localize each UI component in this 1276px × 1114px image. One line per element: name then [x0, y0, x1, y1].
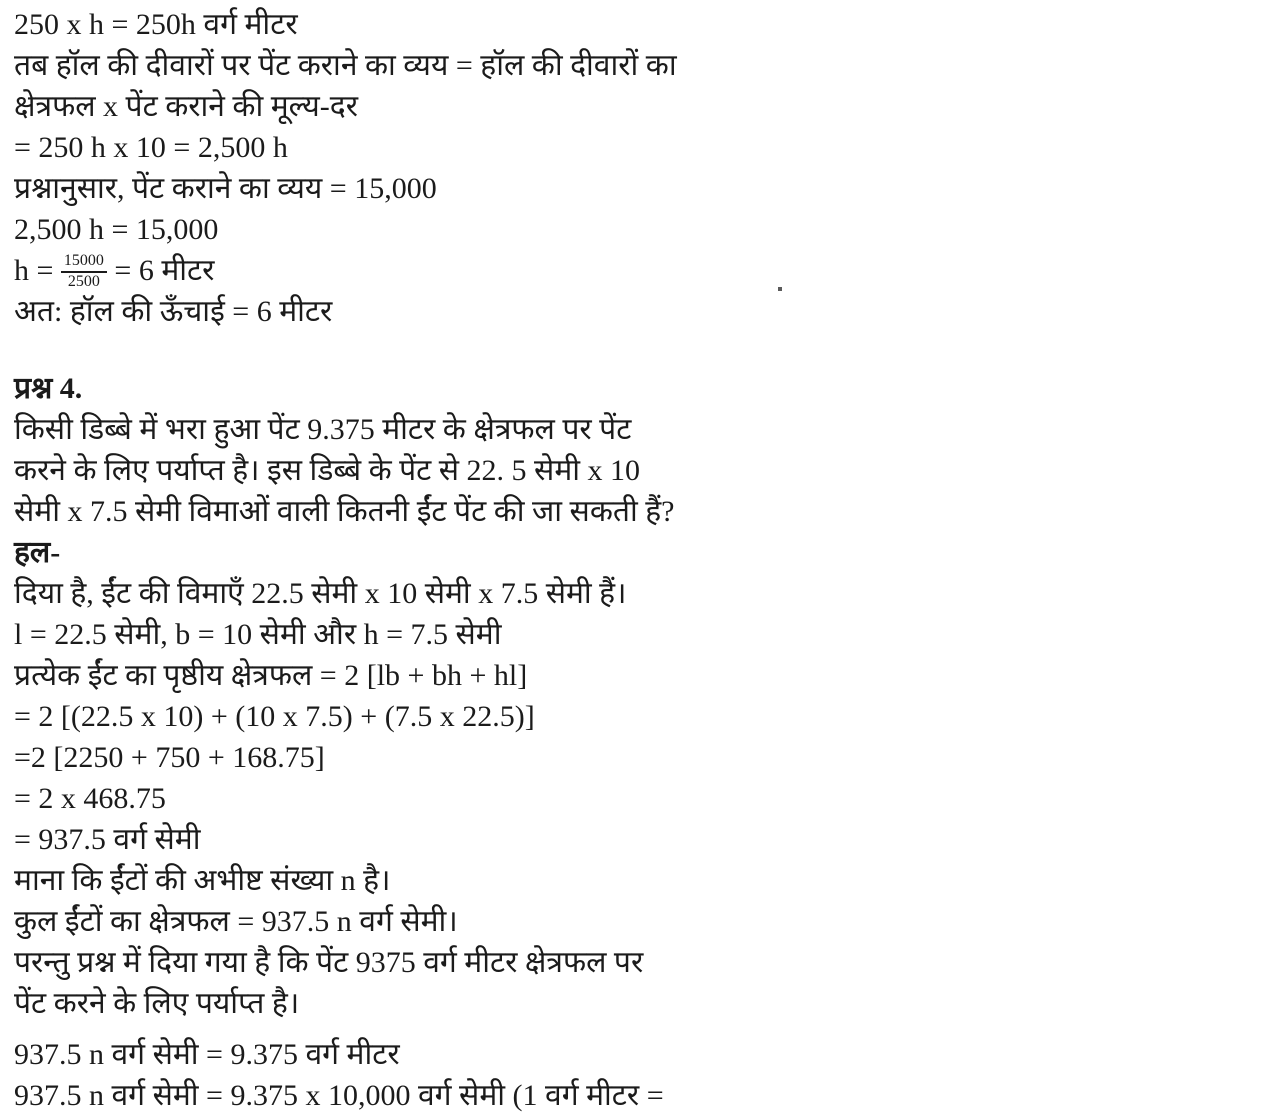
- solution-heading: हल-: [14, 536, 61, 569]
- paragraph-line: पेंट करने के लिए पर्याप्त है।: [14, 987, 300, 1020]
- question-text-line: करने के लिए पर्याप्त है। इस डिब्बे के पेंट से 22. 5 सेमी x 10: [14, 454, 641, 487]
- fraction-suffix: = 6 मीटर: [106, 254, 215, 287]
- fraction-numerator: 15000: [61, 253, 107, 273]
- fraction: [61, 253, 107, 291]
- question-text-line: सेमी x 7.5 सेमी विमाओं वाली कितनी ईंट पेंट की जा सकती हैं?: [14, 495, 675, 528]
- math-line: 250 x h = 250h वर्ग मीटर: [14, 8, 298, 41]
- paragraph-line: तब हॉल की दीवारों पर पेंट कराने का व्यय = हॉल की दीवारों का: [14, 49, 677, 82]
- paragraph-line: क्षेत्रफल x पेंट कराने की मूल्य-दर: [14, 90, 358, 123]
- question-heading: प्रश्न 4.: [14, 372, 83, 405]
- math-line: =2 [2250 + 750 + 168.75]: [14, 741, 325, 774]
- paragraph-line: परन्तु प्रश्न में दिया गया है कि पेंट 9375 वर्ग मीटर क्षेत्रफल पर: [14, 946, 644, 979]
- question-text-line: किसी डिब्बे में भरा हुआ पेंट 9.375 मीटर के क्षेत्रफल पर पेंट: [14, 413, 632, 446]
- conclusion-line: अत: हॉल की ऊँचाई = 6 मीटर: [14, 295, 333, 328]
- paragraph-line: दिया है, ईंट की विमाएँ 22.5 सेमी x 10 सेमी x 7.5 सेमी हैं।: [14, 577, 627, 610]
- paragraph-line: माना कि ईंटों की अभीष्ट संख्या n है।: [14, 864, 391, 897]
- math-line: = 250 h x 10 = 2,500 h: [14, 131, 288, 164]
- math-line: l = 22.5 सेमी, b = 10 सेमी और h = 7.5 सेमी: [14, 618, 502, 651]
- math-line: 2,500 h = 15,000: [14, 213, 219, 246]
- scan-artifact-dot: [778, 287, 782, 291]
- math-line: = 2 x 468.75: [14, 782, 166, 815]
- math-line-with-fraction: [14, 250, 1252, 291]
- paragraph-line: कुल ईंटों का क्षेत्रफल = 937.5 n वर्ग सेमी।: [14, 905, 458, 938]
- math-line: 937.5 n वर्ग सेमी = 9.375 x 10,000 वर्ग सेमी (1 वर्ग मीटर =: [14, 1079, 664, 1112]
- math-line: = 937.5 वर्ग सेमी: [14, 823, 201, 856]
- math-line: 937.5 n वर्ग सेमी = 9.375 वर्ग मीटर: [14, 1038, 400, 1071]
- paragraph-line: प्रत्येक ईंट का पृष्ठीय क्षेत्रफल = 2 [lb + bh + hl]: [14, 659, 528, 692]
- fraction-denominator: 2500: [67, 273, 100, 290]
- math-line: = 2 [(22.5 x 10) + (10 x 7.5) + (7.5 x 22.5)]: [14, 700, 535, 733]
- fraction-prefix: h =: [14, 254, 61, 287]
- paragraph-line: प्रश्नानुसार, पेंट कराने का व्यय = 15,000: [14, 172, 437, 205]
